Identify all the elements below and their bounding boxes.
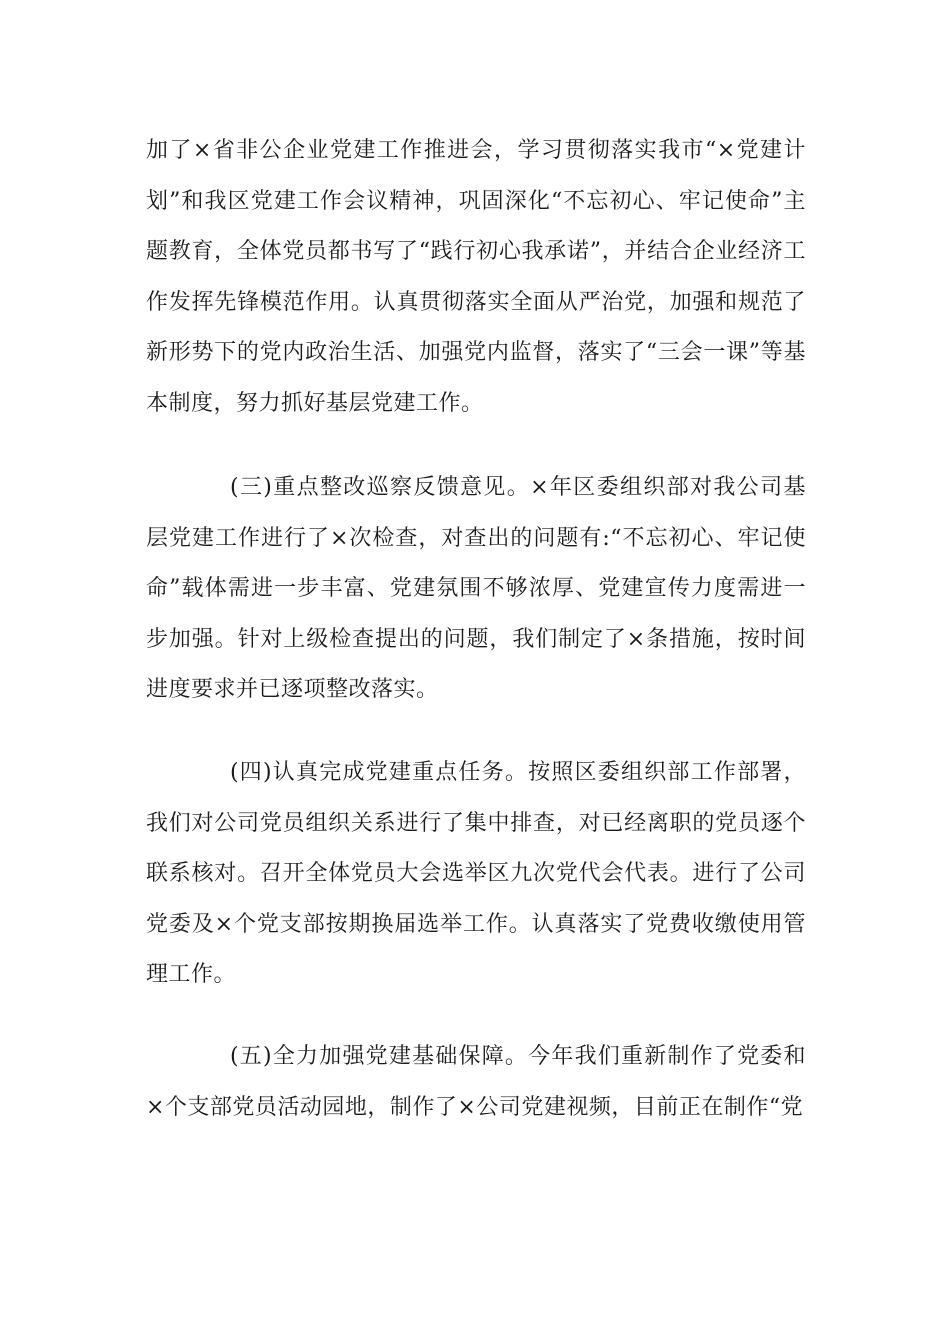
paragraph-section-3: (三)重点整改巡察反馈意见。×年区委组织部对我公司基层党建工作进行了×次检查，对查出的问题有:“不忘初心、牢记使命”载体需进一步丰富、党建氛围不够浓厚、党建宣传力度需进一步加强。针对上级检查提出的问题，我们制定了×条措施，按时间进度要求并已逐项整改落实。 xyxy=(146,475,806,702)
paragraph-section-5: (五)全力加强党建基础保障。今年我们重新制作了党委和×个支部党员活动园地，制作了×公司党建视频，目前正在制作“党 xyxy=(146,1044,806,1120)
paragraph-section-4: (四)认真完成党建重点任务。按照区委组织部工作部署，我们对公司党员组织关系进行了集中排查，对已经离职的党员逐个联系核对。召开全体党员大会选举区九次党代会代表。进行了公司党委及×个党支部按期换届选举工作。认真落实了党费收缴使用管理工作。 xyxy=(146,760,806,987)
paragraph-continuation: 加了×省非公企业党建工作推进会，学习贯彻落实我市“×党建计划”和我区党建工作会议精神，巩固深化“不忘初心、牢记使命”主题教育，全体党员都书写了“践行初心我承诺”，并结合企业经济工作发挥先锋模范作用。认真贯彻落实全面从严治党，加强和规范了新形势下的党内政治生活、加强党内监督，落实了“三会一课”等基本制度，努力抓好基层党建工作。 xyxy=(146,138,806,416)
